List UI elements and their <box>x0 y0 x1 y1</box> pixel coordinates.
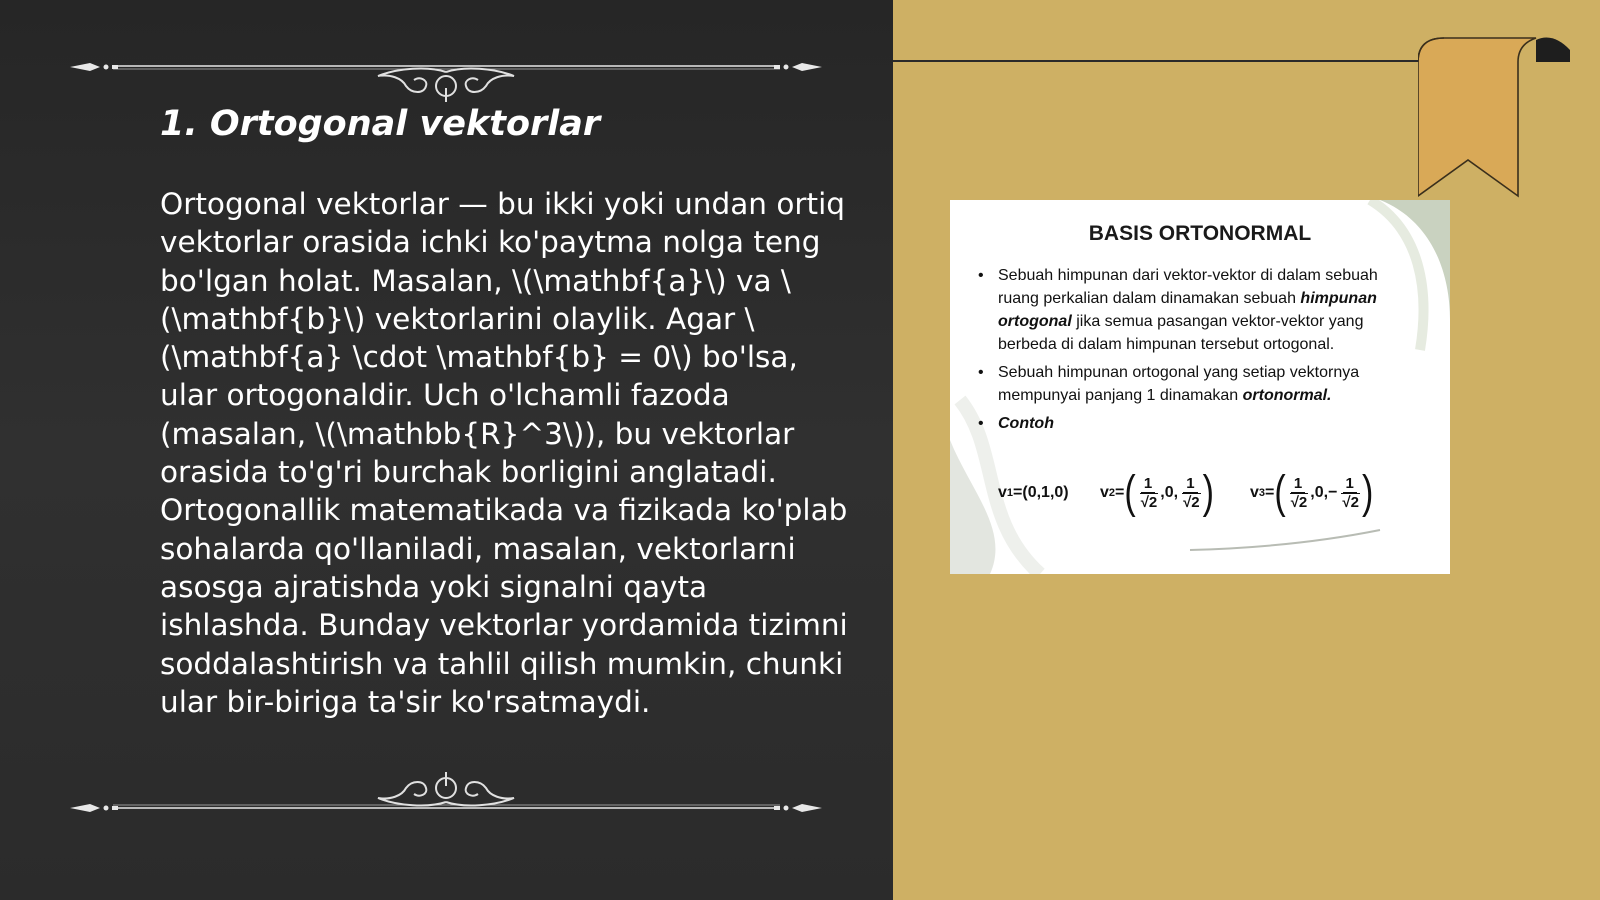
formula-rhs: =(0,1,0) <box>1013 484 1069 501</box>
bullet-emphasis: himpunan ortogonal <box>998 290 1377 330</box>
formula-v3 <box>1250 468 1373 518</box>
formula-separator: ,0,− <box>1310 484 1338 501</box>
ornament-divider-top <box>68 52 824 102</box>
bullet-marker: • <box>978 267 984 284</box>
numerator: 1 <box>1183 475 1197 493</box>
var-v: v <box>1100 484 1109 501</box>
subscript: 1 <box>1006 487 1014 499</box>
denominator: √2 <box>1290 494 1308 511</box>
subscript: 2 <box>1108 487 1116 499</box>
bullet-text: Sebuah himpunan ortogonal yang setiap vektornya mempunyai panjang 1 dinamakan <box>998 364 1360 404</box>
fraction <box>1180 475 1201 511</box>
fraction <box>1339 475 1360 511</box>
bullet-marker: • <box>978 415 984 432</box>
bullet-marker: • <box>978 364 984 381</box>
denominator: √2 <box>1140 494 1158 511</box>
bullet-text: Sebuah himpunan dari vektor-vektor di dalam sebuah ruang perkalian dalam dinamakan sebuah <box>998 267 1378 307</box>
right-paren: ) <box>1202 466 1214 518</box>
bullet-emphasis: ortonormal. <box>1242 387 1332 404</box>
denominator: √2 <box>1183 494 1200 511</box>
left-paren: ( <box>1274 466 1286 518</box>
equals: = <box>1265 484 1275 501</box>
subscript: 3 <box>1258 487 1266 499</box>
body-paragraph: Ortogonal vektorlar — bu ikki yoki undan ortiq vektorlar orasida ichki ko'paytma nolga teng bo'lgan holat. Masalan, \(\mathbf{a}\) va \(\mathbf{b}\) vektorlarini olaylik. Agar \(\mathbf{a} \cdot \mathbf{b} = 0\) bo'lsa, ular ortogonaldir. Uch o'lchamli fazoda (masalan, \(\mathbb{R}^3\)), bu vektorlar orasida to'g'ri burchak borligini anglatadi. Ortogonallik matematikada va fizikada ko'plab sohalarda qo'llaniladi, masalan, vektorlarni asosga ajratishda yoki signalni qayta ishlashda. Bunday vektorlar yordamida tizimni soddalashtirish va tahlil qilish mumkin, chunki ular bir-biriga ta'sir ko'rsatmaydi. <box>160 187 848 719</box>
bullet-emphasis: Contoh <box>998 415 1054 432</box>
bullet-item <box>978 264 1418 356</box>
bullet-item <box>978 412 1418 435</box>
numerator: 1 <box>1343 475 1357 493</box>
right-paren: ) <box>1362 466 1374 518</box>
bullet-text: jika semua pasangan vektor-vektor yang berbeda di dalam himpunan tersebut ortogonal. <box>998 313 1364 353</box>
slide-title: 1. Ortogonal vektorlar <box>160 104 601 144</box>
formula-separator: ,0, <box>1160 484 1179 501</box>
formula-v2 <box>1100 468 1214 518</box>
fraction <box>1288 475 1309 511</box>
embedded-slide-image <box>950 200 1450 574</box>
formula-v1 <box>998 468 1069 518</box>
numerator: 1 <box>1141 475 1155 493</box>
embedded-slide-bullets <box>978 264 1418 440</box>
var-v: v <box>1250 484 1259 501</box>
fraction <box>1138 475 1159 511</box>
embedded-slide-title: BASIS ORTONORMAL <box>1088 222 1312 245</box>
numerator: 1 <box>1291 475 1305 493</box>
left-paren: ( <box>1124 466 1136 518</box>
example-formulas <box>998 468 1438 518</box>
bookmark-ribbon-icon <box>1418 36 1588 201</box>
decorative-divider-line <box>893 60 1433 62</box>
var-v: v <box>998 484 1007 501</box>
denominator: √2 <box>1342 494 1359 511</box>
bullet-item <box>978 361 1418 407</box>
ornament-divider-bottom <box>68 772 824 822</box>
equals: = <box>1115 484 1125 501</box>
